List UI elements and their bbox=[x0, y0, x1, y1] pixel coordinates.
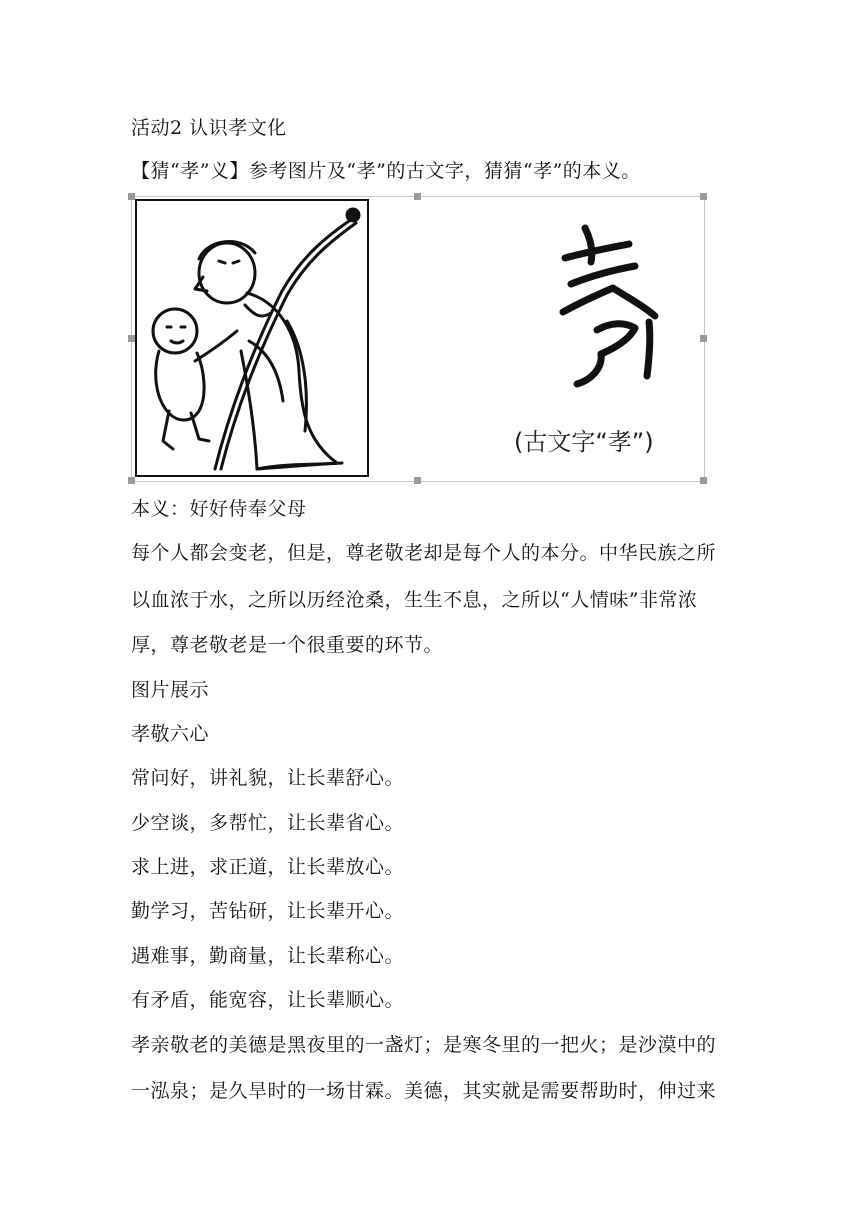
line-pic-show: 图片展示 bbox=[131, 679, 210, 701]
resize-handle-bl[interactable] bbox=[128, 477, 135, 484]
line-para2-2: 一泓泉；是久旱时的一场甘霖。美德，其实就是需要帮助时，伸过来 bbox=[131, 1080, 717, 1102]
line-six-hearts-title: 孝敬六心 bbox=[131, 723, 210, 745]
resize-handle-mr[interactable] bbox=[700, 335, 707, 342]
line-activity-title: 活动2 认识孝文化 bbox=[131, 117, 287, 139]
resize-handle-tr[interactable] bbox=[700, 193, 707, 200]
line-guess-prompt: 【猜“孝”义】参考图片及“孝”的古文字，猜猜“孝”的本义。 bbox=[131, 160, 641, 182]
ancient-xiao-character-glyph bbox=[551, 218, 671, 388]
image-figure[interactable] bbox=[131, 196, 705, 482]
resize-handle-bm[interactable] bbox=[414, 477, 421, 484]
line-heart-5: 遇难事，勤商量，让长辈称心。 bbox=[131, 945, 405, 967]
resize-handle-br[interactable] bbox=[700, 477, 707, 484]
image-caption: (古文字“孝”) bbox=[514, 428, 654, 456]
resize-handle-tm[interactable] bbox=[414, 193, 421, 200]
line-para1-2: 以血浓于水，之所以历经沧桑，生生不息，之所以“人情味”非常浓 bbox=[131, 589, 698, 611]
line-heart-4: 勤学习，苦钻研，让长辈开心。 bbox=[131, 900, 405, 922]
resize-handle-ml[interactable] bbox=[128, 335, 135, 342]
cartoon-elder-with-child bbox=[135, 199, 369, 477]
line-heart-3: 求上进，求正道，让长辈放心。 bbox=[131, 856, 405, 878]
line-para1-1: 每个人都会变老，但是，尊老敬老却是每个人的本分。中华民族之所 bbox=[131, 542, 717, 564]
resize-handle-tl[interactable] bbox=[128, 193, 135, 200]
line-meaning: 本义：好好侍奉父母 bbox=[131, 498, 307, 520]
line-para2-1: 孝亲敬老的美德是黑夜里的一盏灯；是寒冬里的一把火；是沙漠中的 bbox=[131, 1034, 717, 1056]
line-heart-6: 有矛盾，能宽容，让长辈顺心。 bbox=[131, 989, 405, 1011]
line-heart-2: 少空谈，多帮忙，让长辈省心。 bbox=[131, 812, 405, 834]
line-heart-1: 常问好，讲礼貌，让长辈舒心。 bbox=[131, 767, 405, 789]
line-para1-3: 厚，尊老敬老是一个很重要的环节。 bbox=[131, 634, 444, 656]
cartoon-drawing bbox=[137, 201, 367, 475]
